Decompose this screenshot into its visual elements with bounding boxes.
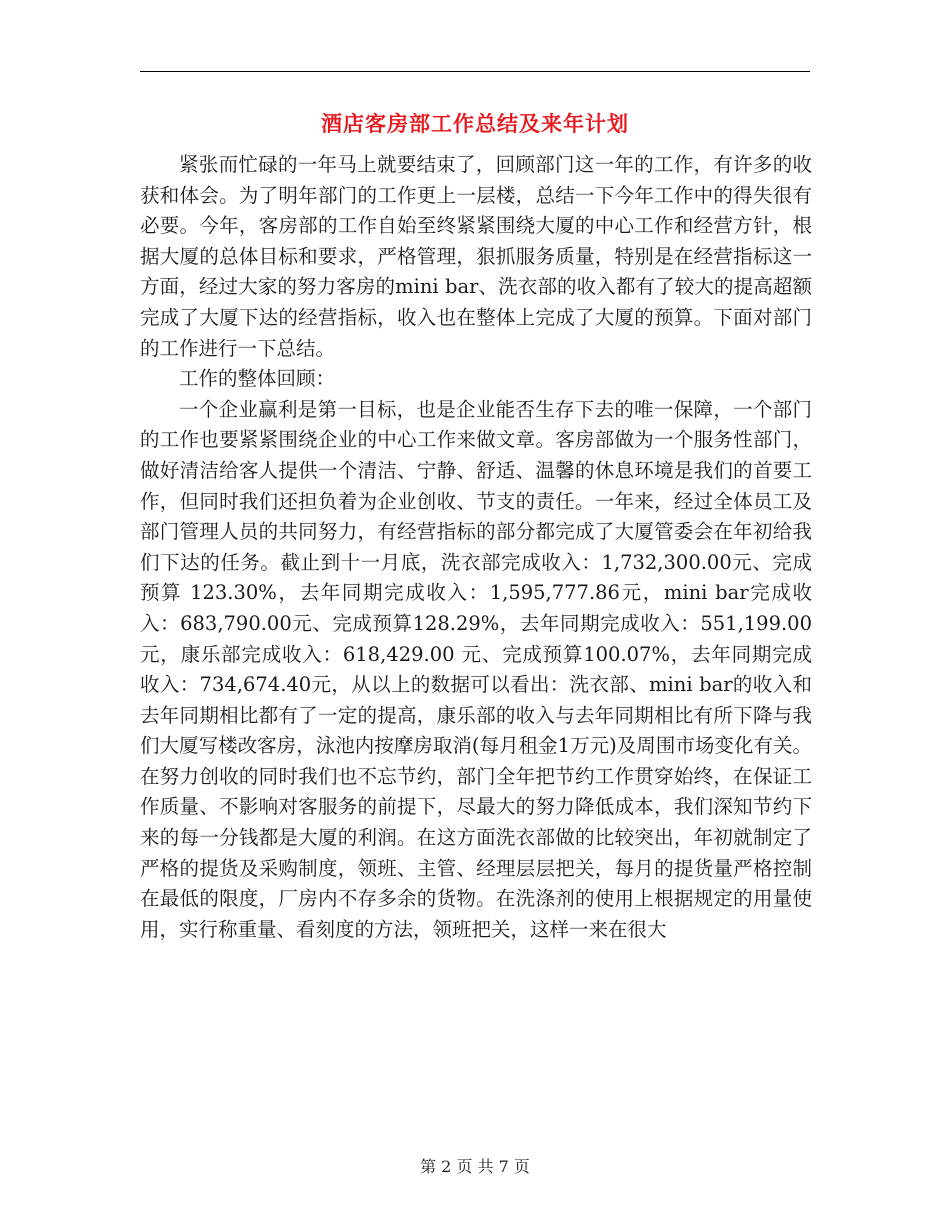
document-title: 酒店客房部工作总结及来年计划 — [321, 111, 629, 136]
paragraph-section-heading: 工作的整体回顾： — [179, 367, 336, 391]
paragraph-review: 一个企业赢利是第一目标，也是企业能否生存下去的唯一保障，一个部门的工作也要紧紧围绕企业的中心工作来做文章。客房部做为一个服务性部门，做好清洁给客人提供一个清洁、宁静、舒适、温馨的休息环境是我们的首要工作，但同时我们还担负着为企业创收、节支的责任。一年来，经过全体员工及部门管理人员的共同努力，有经营指标的部分都完成了大厦管委会在年初给我们下达的任务。截止到十一月底，洗衣部完成收入：1,732,300.00元、完成预算 123.30%，去年同期完成收入：1,595,777.86元，mini bar完成收入：683,790.00元、完成预算128.29%，去年同期完成收入：551,199.00元，康乐部完成收入：618,429.00 元、完成预算100.07%，去年同期完成收入：734,674.40元，从以上的数据可以看出：洗衣部、mini bar的收入和去年同期相比都有了一定的提高，康乐部的收入与去年同期相比有所下降与我们大厦写楼改客房，泳池内按摩房取消(每月租金1万元)及周围市场变化有关。在努力创收的同时我们也不忘节约，部门全年把节约工作贯穿始终，在保证工作质量、不影响对客服务的前提下，尽最大的努力降低成本，我们深知节约下来的每一分钱都是大厦的利润。在这方面洗衣部做的比较突出，年初就制定了严格的提货及采购制度，领班、主管、经理层层把关，每月的提货量严格控制在最低的限度，厂房内不存多余的货物。在洗涤剂的使用上根据规定的用量使用，实行称重量、看刻度的方法，领班把关，这样一来在很大 — [140, 397, 812, 941]
header-rule — [140, 71, 810, 72]
paragraph-intro: 紧张而忙碌的一年马上就要结束了，回顾部门这一年的工作，有许多的收获和体会。为了明年部门的工作更上一层楼，总结一下今年工作中的得失很有必要。今年，客房部的工作自始至终紧紧围绕大厦的中心工作和经营方针，根据大厦的总体目标和要求，严格管理，狠抓服务质量，特别是在经营指标这一方面，经过大家的努力客房的mini bar、洗衣部的收入都有了较大的提高超额完成了大厦下达的经营指标，收入也在整体上完成了大厦的预算。下面对部门的工作进行一下总结。 — [140, 153, 812, 360]
document-body — [140, 150, 812, 945]
page-number: 第 2 页 共 7 页 — [420, 1157, 530, 1176]
